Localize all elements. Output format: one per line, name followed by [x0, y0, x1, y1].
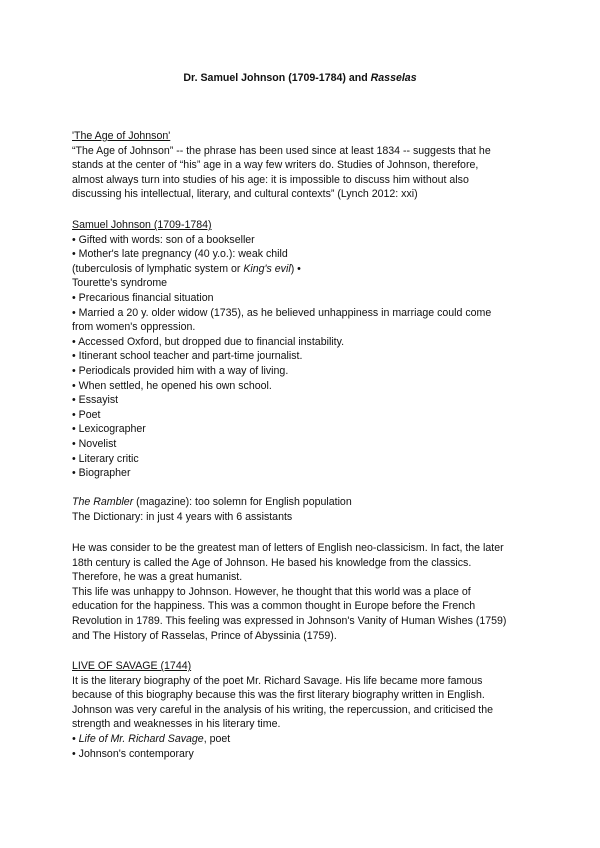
list-item: • Johnson's contemporary [72, 747, 194, 760]
age-of-johnson-section [72, 129, 542, 202]
paragraph-line: almost always turn into studies of his age: it is impossible to discuss him without also [72, 173, 469, 186]
rambler-line [72, 495, 542, 510]
paragraph-line: because of this biography because this was the first literary biography written in English. [72, 689, 485, 702]
list-item: from women's oppression. [72, 321, 196, 334]
paragraph-line: This life was unhappy to Johnson. However, he thought that this world was a place of [72, 585, 471, 598]
list-item: • When settled, he opened his own school. [72, 379, 272, 392]
list-item: • Literary critic [72, 452, 139, 465]
paragraph-line: It is the literary biography of the poet Mr. Richard Savage. His life became more famous [72, 674, 483, 687]
list-item: Tourette's syndrome [72, 277, 168, 290]
dictionary-line: The Dictionary: in just 4 years with 6 assistants [72, 510, 293, 523]
neo-classicism-section [72, 541, 542, 643]
biography-section [72, 218, 542, 481]
text-span: ) • [290, 262, 301, 275]
text-span: , poet [203, 732, 231, 745]
paragraph-line: Therefore, he was a great humanist. [72, 571, 243, 584]
paragraph-line: education for the happiness. This was a common thought in Europe before the French [72, 600, 476, 613]
text-span: (magazine): too solemn for English population [133, 496, 352, 508]
list-item: • Lexicographer [72, 423, 146, 436]
biography-heading: Samuel Johnson (1709-1784) [72, 219, 212, 231]
text-span: (tuberculosis of lymphatic system or [72, 262, 244, 275]
list-item: • Accessed Oxford, but dropped due to financial instability. [72, 335, 345, 348]
paragraph-line: Revolution in 1789. This feeling was expressed in Johnson's Vanity of Human Wishes (1759) [72, 614, 507, 627]
list-item: • Periodicals provided him with a way of living. [72, 364, 289, 377]
paragraph-line: strength and weaknesses in his literary time. [72, 718, 281, 731]
age-of-johnson-heading: 'The Age of Johnson' [72, 130, 171, 142]
paragraph-line: stands at the center of “his” age in a way few writers do. Studies of Johnson, therefore, [72, 159, 479, 172]
list-item [72, 262, 542, 277]
paragraph-line: and The History of Rasselas, Prince of Abyssinia (1759). [72, 629, 337, 642]
paragraph-line: discussing his intellectual, literary, and cultural contexts” (Lynch 2012: xxi) [72, 188, 418, 201]
savage-heading: LIVE OF SAVAGE (1744) [72, 660, 192, 672]
kings-evil-text: King's evil [243, 262, 291, 275]
document-title [0, 71, 600, 86]
list-item: • Biographer [72, 467, 131, 480]
list-item: • Poet [72, 408, 101, 421]
works-section [72, 495, 542, 524]
list-item: • Novelist [72, 437, 117, 450]
list-item: • Itinerant school teacher and part-time journalist. [72, 350, 303, 363]
list-item: • Mother's late pregnancy (40 y.o.): weak child [72, 248, 288, 261]
list-item: • Gifted with words: son of a bookseller [72, 233, 255, 246]
paragraph-line: Johnson was very careful in the analysis of his writing, the repercussion, and criticised the [72, 703, 494, 716]
paragraph-line: 18th century is called the Age of Johnson. He based his knowledge from the classics. [72, 556, 472, 569]
list-item [72, 732, 542, 747]
savage-work-title: • Life of Mr. Richard Savage [72, 732, 204, 745]
savage-section [72, 659, 542, 761]
list-item: • Precarious financial situation [72, 291, 214, 304]
list-item: • Married a 20 y. older widow (1735), as he believed unhappiness in marriage could come [72, 306, 492, 319]
list-item: • Essayist [72, 394, 119, 407]
paragraph-line: “The Age of Johnson” -- the phrase has been used since at least 1834 -- suggests that he [72, 144, 491, 157]
paragraph-line: He was consider to be the greatest man of letters of English neo-classicism. In fact, the later [72, 542, 504, 554]
rambler-title: The Rambler [72, 496, 134, 508]
title-italic: Rasselas [370, 72, 417, 84]
title-main: Dr. Samuel Johnson (1709-1784) and [183, 72, 371, 84]
